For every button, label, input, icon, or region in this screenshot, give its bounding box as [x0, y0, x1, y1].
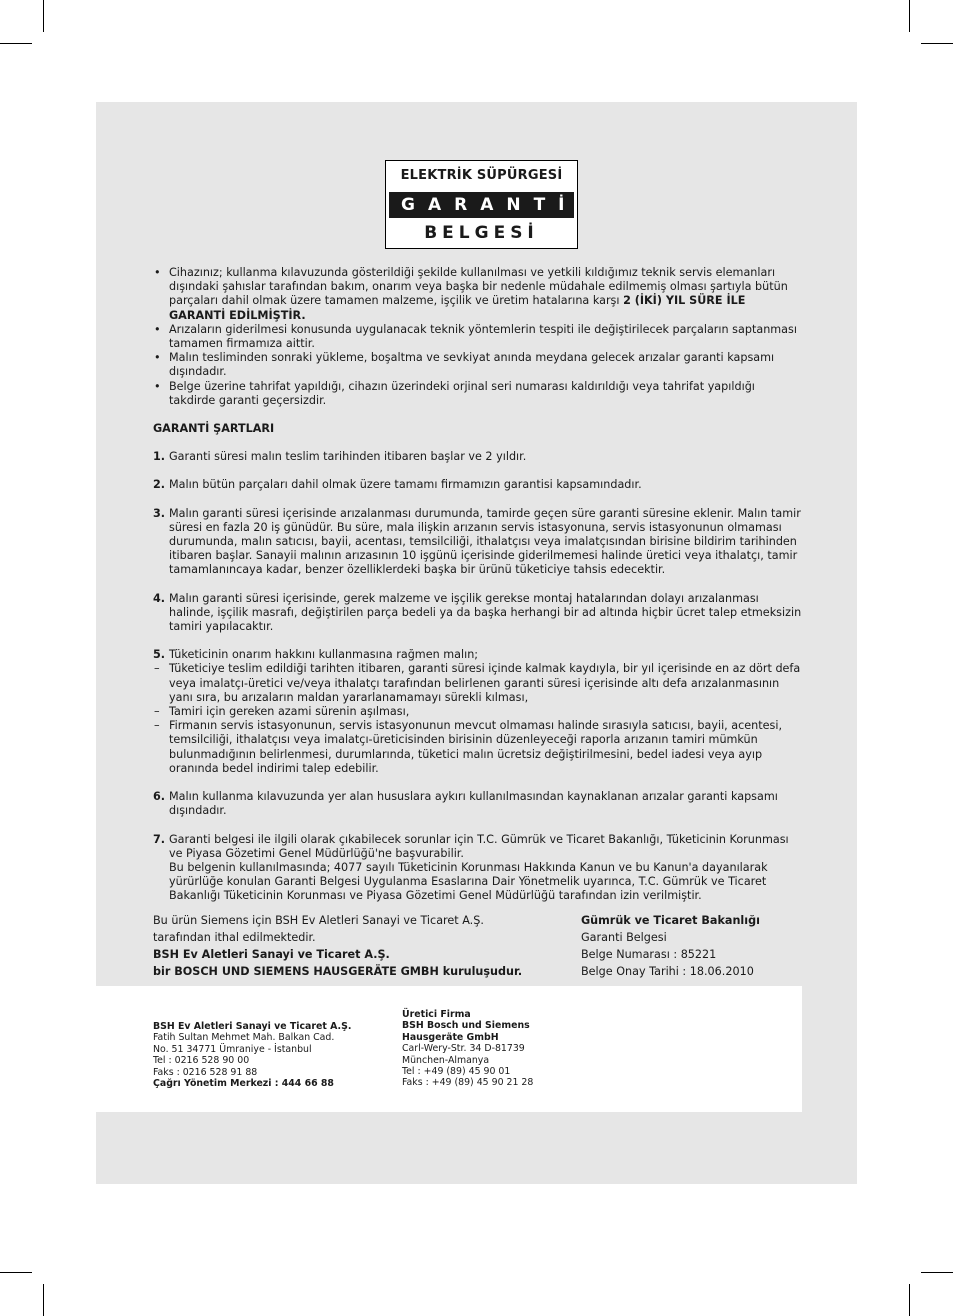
condition-item: 3. Malın garanti süresi içerisinde arızalanması durumunda, tamirde geçen süre garanti süresine eklenir. Malın tamir süresi en fazla 20 iş günüdür. Bu süre, mala ilişkin arızanın servis istasyonuna, servis istasyonunun olmaması durumunda, malın satıcısı, bayii, acentası, temsilciliği, ithalatçısı veya imalatçısından birisine bildirim tarihinden itibaren başlar. Sanayii malının arızasının 10 işgünü içerisinde giderilmemesi halinde üretici veya ithalatçı, tamir tamamlanıncaya kadar, benzer özelliklerdeki başka bir ürünü tüketiciye tahsis edecektir. — [153, 506, 801, 577]
crop-mark — [0, 1272, 32, 1273]
condition-item: 5. Tüketicinin onarım hakkını kullanmasına rağmen malın; — [153, 648, 479, 662]
condition-dash-item: – Tamiri için gereken azami sürenin aşılması, — [154, 705, 410, 719]
importer-info: Bu ürün Siemens için BSH Ev Aletleri Sanayi ve Ticaret A.Ş. tarafından ithal edilmektedir. BSH Ev Aletleri Sanayi ve Ticaret A.Ş. bir BOSCH UND SIEMENS HAUSGERÄTE GMBH kuruluşudur. — [153, 914, 523, 978]
bullet-item: • Malın tesliminden sonraki yükleme, boşaltma ve sevkiyat anında meydana gelecek arızalar garanti kapsamı dışındadır. — [153, 351, 803, 379]
title-box — [385, 160, 578, 249]
title-line2: GARANTİ — [389, 192, 574, 218]
bullet-item: • Cihazınız; kullanma kılavuzunda gösterildiği şekilde kullanılması ve yetkili kıldığımız teknik servis elemanları dışındaki şahıslar tarafından bakım, onarım veya başka bir nedenle müdahale edilmemiş olması şartıyla bütün parçaları dahil olmak üzere tamamen malzeme, işçilik ve üretim hatalarına karşı 2 (İKİ) YIL SÜRE İLE GARANTİ EDİLMİŞTİR. — [153, 266, 803, 323]
crop-mark — [909, 1284, 910, 1316]
title-line1: ELEKTRİK SÜPÜRGESİ — [400, 168, 563, 183]
ministry-info: Gümrük ve Ticaret Bakanlığı Garanti Belgesi Belge Numarası : 85221 Belge Onay Tarihi : 18.06.2010 — [581, 914, 760, 978]
crop-mark — [43, 1284, 44, 1316]
crop-mark — [909, 0, 910, 32]
condition-item: 7. Garanti belgesi ile ilgili olarak çıkabilecek sorunlar için T.C. Gümrük ve Ticaret Bakanlığı, Tüketicinin Korunması ve Piyasa Gözetimi Genel Müdürlüğü'ne başvurabilir. — [153, 832, 789, 860]
condition-item: 1. Garanti süresi malın teslim tarihinden itibaren başlar ve 2 yıldır. — [153, 450, 527, 464]
conditions-heading: GARANTİ ŞARTLARI — [153, 422, 275, 436]
warranty-text — [153, 266, 803, 904]
address-manufacturer: Üretici Firma BSH Bosch und Siemens Hausgeräte GmbH Carl-Wery-Str. 34 D-81739 München-Almanya Tel : +49 (89) 45 90 01 Faks : +49 (89) 45 90 21 28 — [402, 1009, 534, 1089]
bullet-item: • Belge üzerine tahrifat yapıldığı, cihazın üzerindeki orjinal seri numarası kaldırıldığı veya tahrifat yapıldığı takdirde garanti geçersizdir. — [153, 380, 803, 408]
condition-extra: Bu belgenin kullanılmasında; 4077 sayılı Tüketicinin Korunması Hakkında Kanun ve bu Kanun'a dayanılarak yürürlüğe konulan Garanti Belgesi Uygulanma Esaslarına Dair Yönetmelik uyarınca, T.C. Gümrük ve Ticaret Bakanlığı Tüketicinin Korunması ve Piyasa Gözetimi Genel Müdürlüğü tarafından izin verilmiştir. — [169, 860, 768, 903]
bullet-item: • Arızaların giderilmesi konusunda uygulanacak teknik yöntemlerin tespiti ile değiştirilecek parçaların saptanması tamamen firmamıza aittir. — [153, 323, 803, 351]
condition-dash-item: – Tüketiciye teslim edildiği tarihten itibaren, garanti süresi içinde kalmak kaydıyla, bir yıl içerisinde en az dört defa veya imalatçı-üretici ve/veya ithalatçı tarafından belirlenen garanti süresi içerisinde altı defa arızalanmasının yanı sıra, bu arızaların maldan yararlanamamayı sürekli kılması, — [154, 662, 801, 704]
address-turkey: BSH Ev Aletleri Sanayi ve Ticaret A.Ş. Fatih Sultan Mehmet Mah. Balkan Cad. No. 51 34771 Ümraniye - İstanbul Tel : 0216 528 90 00 Faks : 0216 528 91 88 Çağrı Yönetim Merkezi : 444 66 88 — [153, 1021, 352, 1090]
crop-mark — [0, 43, 32, 44]
condition-dash-item: – Firmanın servis istasyonunun, servis istasyonunun mevcut olmaması halinde sırasıyla satıcısı, bayii, acentesi, temsilciliği, ithalatçısı veya imalatçı-üreticisinden birisinin düzenleyeceği raporla arızanın tamiri mümkün bulunmadığının belirlenmesi, durumlarında, tüketici malın ücretsiz değiştirilmesini, bedel iadesi veya ayıp oranında bedel indirimi talep edebilir. — [154, 719, 783, 775]
crop-mark — [921, 1272, 953, 1273]
crop-mark — [921, 43, 953, 44]
condition-item: 2. Malın bütün parçaları dahil olmak üzere tamamı firmamızın garantisi kapsamındadır. — [153, 478, 642, 492]
title-line3: BELGESİ — [424, 223, 539, 243]
condition-item: 4. Malın garanti süresi içerisinde, gerek malzeme ve işçilik gerekse montaj hatalarından dolayı arızalanması halinde, işçilik masrafı, değiştirilen parça bedeli ya da başka herhangi bir ad altında hiçbir ücret talep etmeksizin tamiri yapılacaktır. — [153, 591, 802, 634]
crop-mark — [43, 0, 44, 32]
condition-item: 6. Malın kullanma kılavuzunda yer alan hususlara aykırı kullanılmasından kaynaklanan arızalar garanti kapsamı dışındadır. — [153, 790, 778, 818]
